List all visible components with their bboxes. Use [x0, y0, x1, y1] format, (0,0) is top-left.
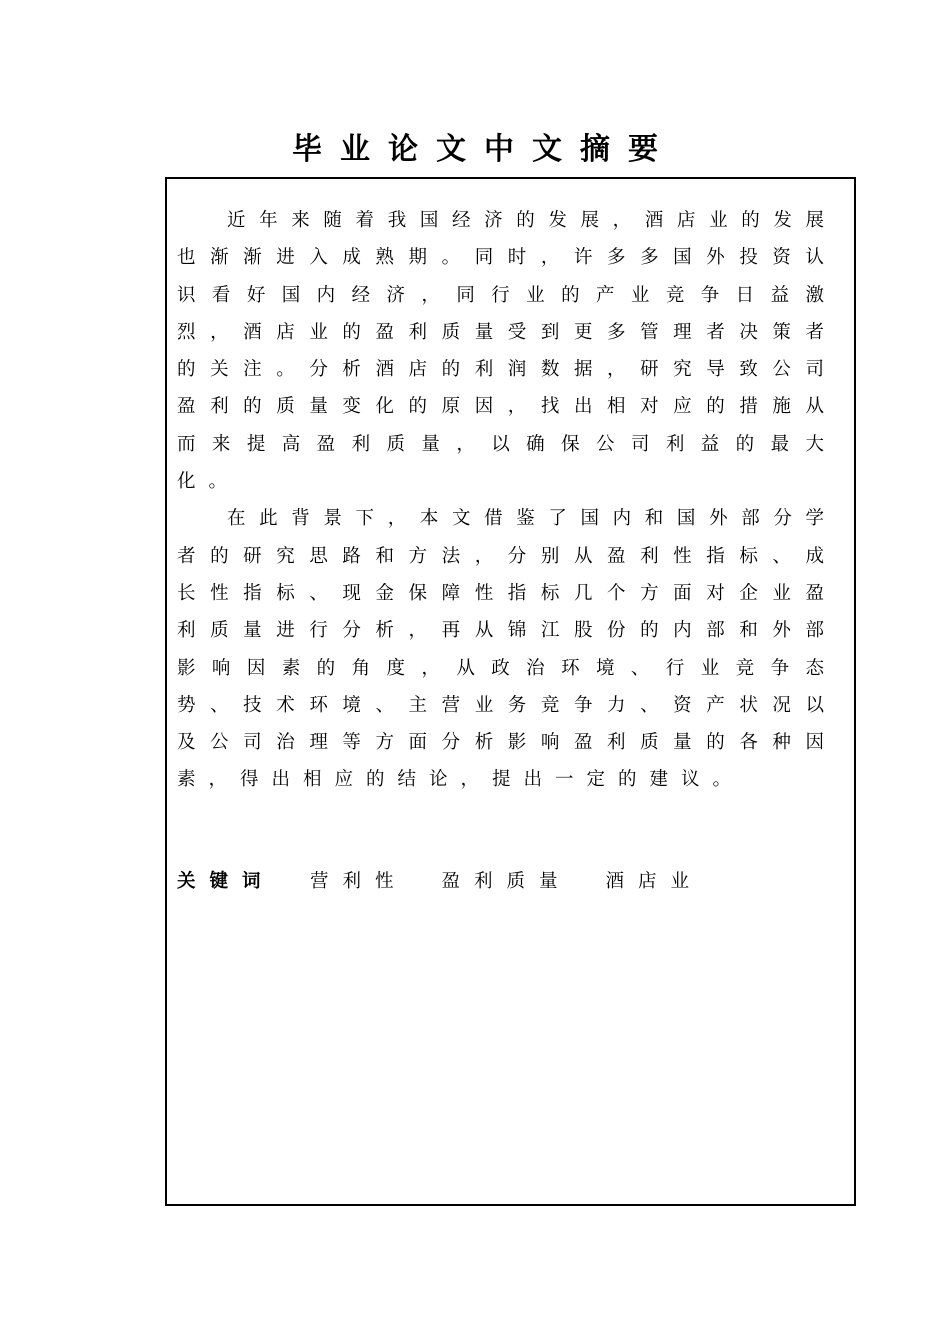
keyword-item: 盈利质量	[441, 871, 572, 892]
abstract-paragraph-1: 近年来随着我国经济的发展，酒店业的发展也渐渐进入成熟期。同时，许多多国外投资认识看好国内经济，同行业的产业竞争日益激烈，酒店业的盈利质量受到更多管理者决策者的关注。分析酒店的利润数据，研究导致公司盈利的质量变化的原因，找出相对应的措施从而来提高盈利质量，以确保公司利益的最大化。	[177, 210, 837, 493]
keywords-row	[177, 866, 837, 898]
abstract-paragraph-2: 在此背景下，本文借鉴了国内和国外部分学者的研究思路和方法，分别从盈利性指标、成长性指标、现金保障性指标几个方面对企业盈利质量进行分析，再从锦江股份的内部和外部影响因素的角度，从政治环境、行业竞争态势、技术环境、主营业务竞争力、资产状况以及公司治理等方面分析影响盈利质量的各种因素，得出相应的结论，提出一定的建议。	[177, 508, 837, 791]
abstract-body	[177, 202, 837, 799]
page-title: 毕业论文中文摘要	[292, 132, 676, 167]
keyword-item: 酒店业	[605, 871, 704, 892]
keyword-item: 营利性	[310, 871, 408, 892]
keywords-label: 关键词	[177, 871, 275, 892]
